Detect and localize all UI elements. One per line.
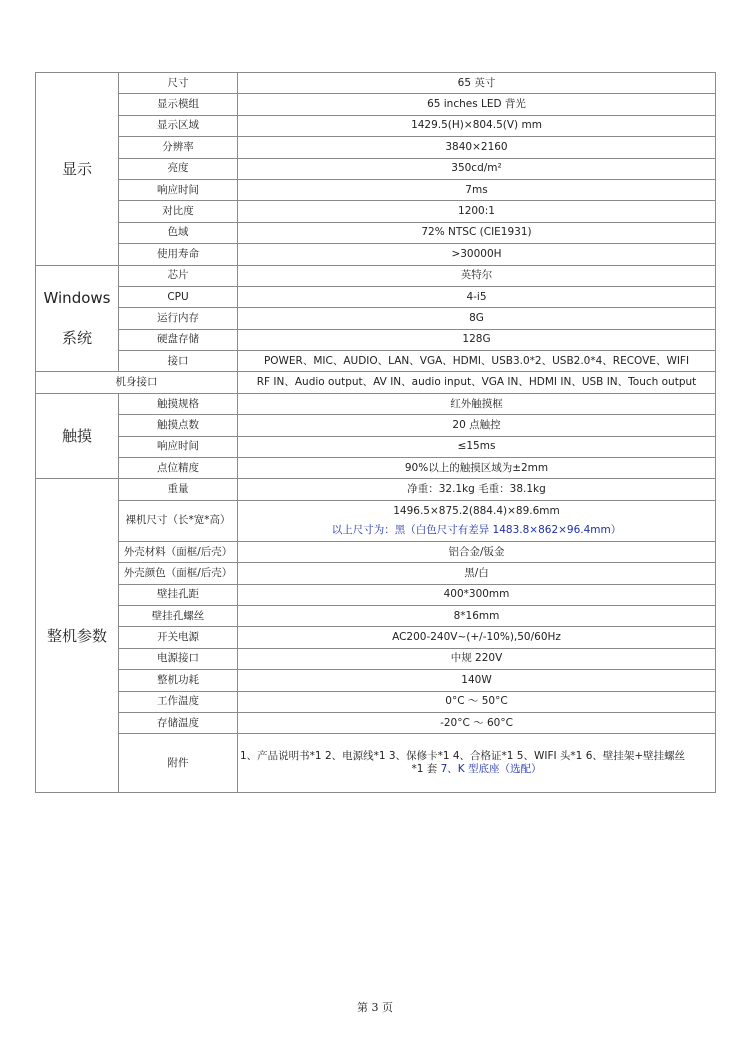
row-label: 外壳材料（面框/后壳） xyxy=(119,541,238,562)
row-value: 90%以上的触摸区域为±2mm xyxy=(238,458,716,479)
row-label: 裸机尺寸（长*宽*高） xyxy=(119,500,238,541)
row-value: 128G xyxy=(238,329,716,350)
table-row xyxy=(36,605,716,626)
row-label: 外壳颜色（面框/后壳） xyxy=(119,563,238,584)
dims-note: 以上尺寸为：黑（白色尺寸有差异 1483.8×862×96.4mm） xyxy=(331,523,622,536)
row-label: 开关电源 xyxy=(119,627,238,648)
table-row xyxy=(36,563,716,584)
table-row xyxy=(36,458,716,479)
page-number: 第 3 页 xyxy=(357,1001,393,1014)
row-value: -20°C ～ 60°C xyxy=(238,712,716,733)
table-row xyxy=(36,351,716,372)
row-value: 黑/白 xyxy=(238,563,716,584)
row-value: 4-i5 xyxy=(238,286,716,307)
row-label: 尺寸 xyxy=(119,73,238,94)
dims-value: 1496.5×875.2(884.4)×89.6mm xyxy=(393,504,560,517)
row-label: 使用寿命 xyxy=(119,244,238,265)
row-value: 红外触摸框 xyxy=(238,393,716,414)
table-row xyxy=(36,734,716,793)
body-ports-label: 机身接口 xyxy=(36,372,238,393)
row-label: 色域 xyxy=(119,222,238,243)
row-label: 触摸点数 xyxy=(119,415,238,436)
row-value: 7ms xyxy=(238,179,716,200)
table-row xyxy=(36,479,716,500)
row-value: ≤15ms xyxy=(238,436,716,457)
row-value: 净重：32.1kg 毛重：38.1kg xyxy=(238,479,716,500)
table-row xyxy=(36,222,716,243)
row-value: 350cd/m² xyxy=(238,158,716,179)
accessories-line2-b: 7、K 型底座（选配） xyxy=(440,763,542,776)
row-label: 硬盘存储 xyxy=(119,329,238,350)
table-row xyxy=(36,244,716,265)
row-value: 中规 220V xyxy=(238,648,716,669)
row-label: 芯片 xyxy=(119,265,238,286)
row-value: 铝合金/钣金 xyxy=(238,541,716,562)
row-label: 运行内存 xyxy=(119,308,238,329)
accessories-value xyxy=(238,734,716,793)
row-label: 显示模组 xyxy=(119,94,238,115)
row-value: 3840×2160 xyxy=(238,137,716,158)
accessories-line1: 1、产品说明书*1 2、电源线*1 3、保修卡*1 4、合格证*1 5、WIFI 头*1 6、壁挂架+壁挂螺丝 xyxy=(240,750,686,763)
table-row xyxy=(36,541,716,562)
accessories-line2-a: *1 套 xyxy=(411,763,441,776)
row-value: 400*300mm xyxy=(238,584,716,605)
row-value: 65 inches LED 背光 xyxy=(238,94,716,115)
row-label: 重量 xyxy=(119,479,238,500)
category-display: 显示 xyxy=(36,73,119,266)
spec-table xyxy=(35,72,716,793)
row-label: 存储温度 xyxy=(119,712,238,733)
table-row xyxy=(36,94,716,115)
table-row xyxy=(36,712,716,733)
row-label: 壁挂孔螺丝 xyxy=(119,605,238,626)
table-row xyxy=(36,393,716,414)
table-row xyxy=(36,201,716,222)
row-label: 响应时间 xyxy=(119,436,238,457)
table-row xyxy=(36,137,716,158)
table-row xyxy=(36,73,716,94)
table-row xyxy=(36,648,716,669)
row-value: 1429.5(H)×804.5(V) mm xyxy=(238,115,716,136)
table-row xyxy=(36,265,716,286)
table-row xyxy=(36,179,716,200)
row-label: 对比度 xyxy=(119,201,238,222)
table-row xyxy=(36,627,716,648)
row-label: 点位精度 xyxy=(119,458,238,479)
table-row xyxy=(36,115,716,136)
row-value: 20 点触控 xyxy=(238,415,716,436)
row-label: 亮度 xyxy=(119,158,238,179)
table-row xyxy=(36,329,716,350)
row-value: 1200:1 xyxy=(238,201,716,222)
row-label: 分辨率 xyxy=(119,137,238,158)
row-label: 触摸规格 xyxy=(119,393,238,414)
category-machine: 整机参数 xyxy=(36,479,119,793)
category-windows-line1: Windows xyxy=(43,289,111,308)
row-label: 电源接口 xyxy=(119,648,238,669)
row-value xyxy=(238,500,716,541)
table-row xyxy=(36,691,716,712)
row-value: >30000H xyxy=(238,244,716,265)
row-value: 0°C ～ 50°C xyxy=(238,691,716,712)
row-label: 显示区域 xyxy=(119,115,238,136)
row-value: 140W xyxy=(238,670,716,691)
row-value: 8G xyxy=(238,308,716,329)
row-label: 整机功耗 xyxy=(119,670,238,691)
table-row xyxy=(36,500,716,541)
row-value: 8*16mm xyxy=(238,605,716,626)
table-row xyxy=(36,584,716,605)
row-label: 工作温度 xyxy=(119,691,238,712)
row-value: 72% NTSC (CIE1931) xyxy=(238,222,716,243)
table-row xyxy=(36,286,716,307)
row-label: 附件 xyxy=(119,734,238,793)
row-value: 英特尔 xyxy=(238,265,716,286)
row-label: 壁挂孔距 xyxy=(119,584,238,605)
table-row xyxy=(36,158,716,179)
table-row xyxy=(36,436,716,457)
table-row xyxy=(36,415,716,436)
row-value: AC200-240V~(+/-10%),50/60Hz xyxy=(238,627,716,648)
row-label: CPU xyxy=(119,286,238,307)
category-windows-line2: 系统 xyxy=(61,329,92,348)
accessories-line2 xyxy=(240,763,713,776)
category-windows xyxy=(36,265,119,372)
row-value: 65 英寸 xyxy=(238,73,716,94)
table-row xyxy=(36,372,716,393)
body-ports-value: RF IN、Audio output、AV IN、audio input、VGA IN、HDMI IN、USB IN、Touch output xyxy=(238,372,716,393)
row-value: POWER、MIC、AUDIO、LAN、VGA、HDMI、USB3.0*2、USB2.0*4、RECOVE、WIFI xyxy=(238,351,716,372)
table-row xyxy=(36,308,716,329)
table-row xyxy=(36,670,716,691)
row-label: 接口 xyxy=(119,351,238,372)
row-label: 响应时间 xyxy=(119,179,238,200)
category-touch: 触摸 xyxy=(36,393,119,479)
